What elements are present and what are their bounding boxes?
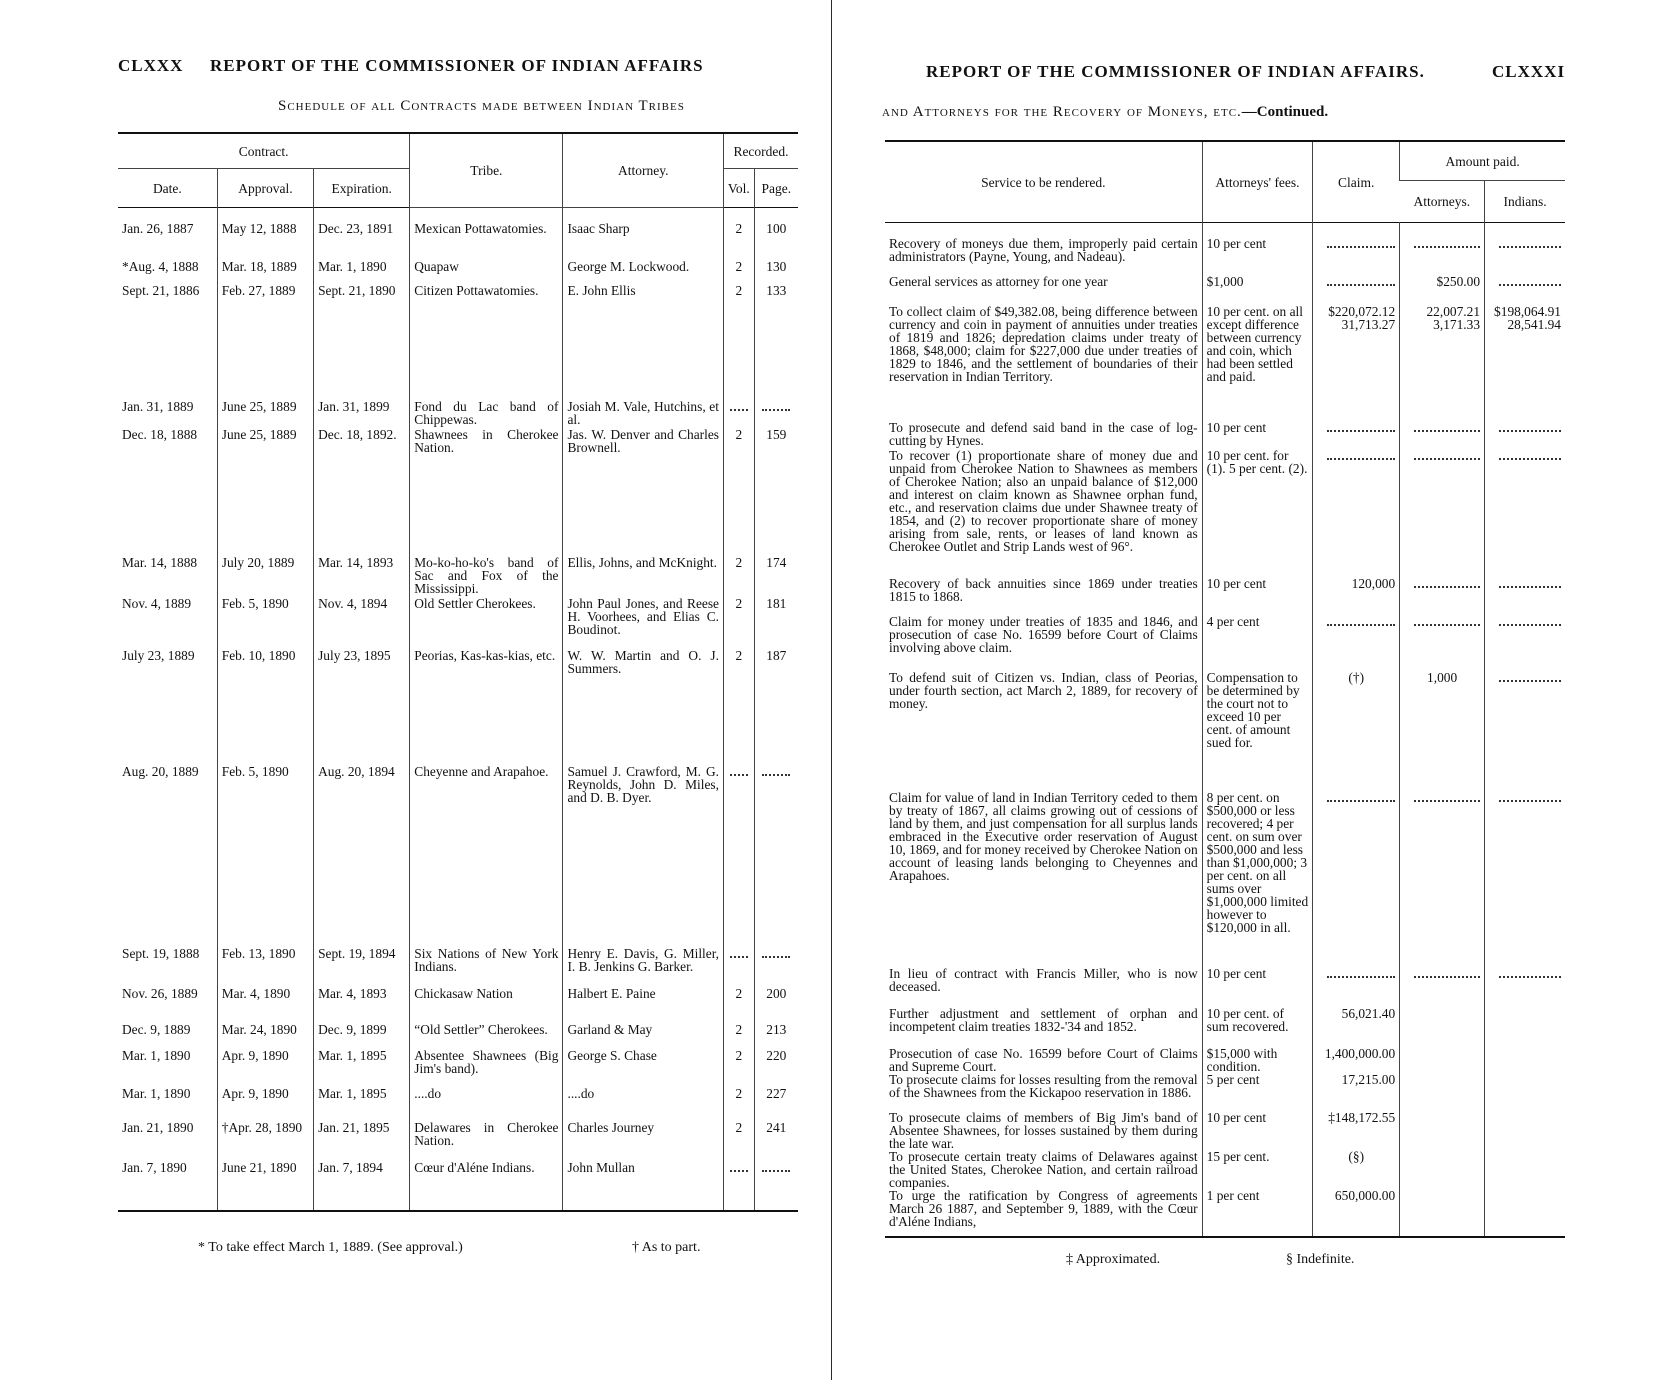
service-text: To prosecute claims for losses resulting from the removal of the Shawnees from the Kickapoo reservation in 1886. [889,1071,1198,1100]
service-text: Claim for money under treaties of 1835 and 1846, and prosecution of case No. 16599 before Court of Claims involving above claim. [889,613,1198,655]
header-contract: Contract. [118,133,410,169]
contract-page: 174 [754,554,798,595]
service-indians [1485,1150,1565,1189]
contract-tribe: Peorias, Kas-kas-kias, etc. [410,647,563,763]
service-fee: 10 per cent. on all except difference between currency and coin, which had been settled and paid. [1202,305,1313,421]
contract-date: Mar. 1, 1890 [122,1085,191,1101]
service-text: To collect claim of $49,382.08, being difference between currency and coin in payment of annuities under treaties of 1819 and 1826; depredation claims under treaty of 1868, $48,000; claim for $227,000 due under treaties of 1829 to 1846, and the settlement of boundaries of their reservation in Indian Territory. [889,303,1198,384]
service-row [885,449,1565,577]
service-row [885,1150,1565,1189]
service-indians [1485,1007,1565,1047]
service-attorneys: $250.00 [1400,275,1485,305]
contract-expiration: Mar. 1, 1895 [314,1085,410,1119]
service-fee: $1,000 [1202,275,1313,305]
contract-approval: July 20, 1889 [217,554,313,595]
contract-tribe: Quapaw [410,258,563,282]
contract-attorney: ....do [563,1085,724,1119]
contract-attorney: John Paul Jones, and Reese H. Voorhees, and Elias C. Boudinot. [563,595,724,647]
contract-vol: 2 [723,258,754,282]
service-row [885,791,1565,967]
contract-attorney: Samuel J. Crawford, M. G. Reynolds, John D. Miles, and D. B. Dyer. [563,763,724,945]
service-text: Claim for value of land in Indian Territory ceded to them by treaty of 1867, all claims growing out of cessions of land by them, and just compensation for all surplus lands embraced in the Executive order reservation of August 10, 1869, and for money received by Cherokee Nation on account of leasing lands belonging to Cheyennes and Arapahoes. [889,789,1198,883]
contract-attorney: Henry E. Davis, G. Miller, I. B. Jenkins G. Barker. [563,945,724,985]
service-claim [1313,275,1400,305]
contract-attorney: Jas. W. Denver and Charles Brownell. [563,426,724,554]
service-claim [1313,449,1400,577]
service-fee: 10 per cent. of sum recovered. [1202,1007,1313,1047]
service-row [885,1073,1565,1111]
service-indians [1485,237,1565,275]
subhead-continued: —Continued. [1241,104,1329,120]
contract-attorney: Josiah M. Vale, Hutchins, et al. [563,398,724,426]
contract-row [118,985,798,1021]
contract-row [118,258,798,282]
service-attorneys [1400,967,1485,1007]
contract-page [754,1159,798,1211]
service-row [885,967,1565,1007]
contract-attorney: George S. Chase [563,1047,724,1085]
contract-vol: 2 [723,426,754,554]
service-claim [1313,791,1400,967]
contract-date: Dec. 18, 1888 [122,426,198,442]
contract-row [118,282,798,398]
footnote-approximated: ‡ Approximated. [1066,1252,1161,1267]
contract-vol: 2 [723,282,754,398]
contract-attorney: George M. Lockwood. [563,258,724,282]
service-indians: $198,064.91 28,541.94 [1485,305,1565,421]
service-text: Further adjustment and settlement of orphan and incompetent claim treaties 1832-'34 and 1852. [889,1005,1198,1034]
service-indians [1485,967,1565,1007]
service-indians [1485,671,1565,791]
contract-vol: 2 [723,1119,754,1159]
service-claim: 17,215.00 [1313,1073,1400,1111]
header-approval: Approval. [217,169,313,208]
footnote-star: * To take effect March 1, 1889. (See approval.) [198,1240,463,1255]
contract-page: 100 [754,220,798,258]
contract-vol [723,1159,754,1211]
service-text: To urge the ratification by Congress of agreements March 26 1887, and September 9, 1889, with the Cœur d'Aléne Indians, [889,1187,1198,1229]
contract-page [754,763,798,945]
service-fee: 4 per cent [1202,615,1313,671]
contract-approval: Apr. 9, 1890 [217,1047,313,1085]
contract-approval: Feb. 10, 1890 [217,647,313,763]
service-indians [1485,577,1565,615]
contract-tribe: Delawares in Cherokee Nation. [410,1119,563,1159]
contract-tribe: Cœur d'Aléne Indians. [410,1159,563,1211]
contract-attorney: Halbert E. Paine [563,985,724,1021]
service-fee: 10 per cent. for (1). 5 per cent. (2). [1202,449,1313,577]
contract-expiration: Nov. 4, 1894 [314,595,410,647]
service-fee: 8 per cent. on $500,000 or less recovered; 4 per cent. on sum over $500,000 and less than $1,000,000; 3 per cent. on all sums over $1,000,000 limited however to $120,000 in all. [1202,791,1313,967]
contract-date: Jan. 26, 1887 [122,220,194,236]
header-service: Service to be rendered. [981,174,1106,190]
service-text: To prosecute certain treaty claims of Delawares against the United States, Cherokee Nation, and certain railroad companies. [889,1148,1198,1190]
contract-approval: June 25, 1889 [217,398,313,426]
service-fee: Compensation to be determined by the court not to exceed 10 per cent. of amount sued for. [1202,671,1313,791]
service-attorneys [1400,791,1485,967]
service-row [885,1007,1565,1047]
contract-row [118,1119,798,1159]
contract-approval: Mar. 18, 1889 [217,258,313,282]
contract-date: Jan. 7, 1890 [122,1159,187,1175]
header-date: Date. [152,180,182,196]
service-fee: 10 per cent [1202,577,1313,615]
service-text: To prosecute and defend said band in the case of log-cutting by Hynes. [889,419,1198,448]
contract-expiration: Mar. 1, 1895 [314,1047,410,1085]
contract-tribe: Absentee Shawnees (Big Jim's band). [410,1047,563,1085]
header-recorded: Recorded. [723,133,798,169]
service-fee: 15 per cent. [1202,1150,1313,1189]
service-text: Recovery of moneys due them, improperly paid certain administrators (Payne, Young, and Nadeau). [889,235,1198,264]
contract-row [118,945,798,985]
contract-approval: Mar. 4, 1890 [217,985,313,1021]
contract-tribe: Cheyenne and Arapahoe. [410,763,563,945]
contract-row [118,1021,798,1047]
contract-page: 200 [754,985,798,1021]
contract-expiration: Dec. 18, 1892. [314,426,410,554]
contract-approval: Feb. 5, 1890 [217,595,313,647]
contract-expiration: Mar. 4, 1893 [314,985,410,1021]
contract-date: Sept. 19, 1888 [122,945,200,961]
schedule-subhead [882,104,1328,121]
header-indians: Indians. [1485,181,1565,223]
contract-expiration: Dec. 23, 1891 [314,220,410,258]
contract-tribe: Mo-ko-ho-ko's band of Sac and Fox of the Mississippi. [410,554,563,595]
service-row [885,305,1565,421]
contract-tribe: ....do [410,1085,563,1119]
contract-expiration: Dec. 9, 1899 [314,1021,410,1047]
subhead-text: and Attorneys for the Recovery of Moneys, etc. [882,104,1242,120]
contract-tribe: “Old Settler” Cherokees. [410,1021,563,1047]
contract-vol: 2 [723,1021,754,1047]
contract-expiration: Jan. 31, 1899 [314,398,410,426]
service-fee: 10 per cent [1202,237,1313,275]
contract-date: July 23, 1889 [122,647,195,663]
contract-page: 130 [754,258,798,282]
contract-row [118,1047,798,1085]
contract-attorney: E. John Ellis [563,282,724,398]
header-expiration: Expiration. [314,169,410,208]
service-row [885,615,1565,671]
service-row [885,421,1565,449]
contract-expiration: Sept. 19, 1894 [314,945,410,985]
service-attorneys [1400,1150,1485,1189]
contract-date: Dec. 9, 1889 [122,1021,191,1037]
contract-vol [723,945,754,985]
service-claim: (†) [1313,671,1400,791]
service-attorneys [1400,1073,1485,1111]
contract-expiration: Jan. 7, 1894 [314,1159,410,1211]
contract-row [118,398,798,426]
contract-attorney: W. W. Martin and O. J. Summers. [563,647,724,763]
header-attorneys: Attorneys. [1413,194,1471,209]
contract-row [118,647,798,763]
contract-expiration: Aug. 20, 1894 [314,763,410,945]
contract-row [118,1159,798,1211]
header-tribe: Tribe. [410,133,563,208]
running-head: REPORT OF THE COMMISSIONER OF INDIAN AFFAIRS [210,56,704,75]
contract-expiration: Jan. 21, 1895 [314,1119,410,1159]
service-row [885,237,1565,275]
service-indians [1485,791,1565,967]
contract-expiration: Mar. 14, 1893 [314,554,410,595]
contract-row [118,554,798,595]
service-claim [1313,421,1400,449]
service-attorneys [1400,577,1485,615]
contract-vol: 2 [723,595,754,647]
contract-page: 159 [754,426,798,554]
service-claim: $220,072.12 31,713.27 [1313,305,1400,421]
contract-attorney: Charles Journey [563,1119,724,1159]
contracts-table [118,132,798,1212]
service-indians [1485,615,1565,671]
contract-row [118,595,798,647]
service-attorneys: 22,007.21 3,171.33 [1400,305,1485,421]
contract-tribe: Shawnees in Cherokee Nation. [410,426,563,554]
contract-page [754,945,798,985]
contract-approval: June 25, 1889 [217,426,313,554]
contract-date: Mar. 1, 1890 [122,1047,191,1063]
service-claim: 120,000 [1313,577,1400,615]
footnote-indefinite: § Indefinite. [1286,1252,1355,1267]
contract-attorney: Isaac Sharp [563,220,724,258]
contract-row [118,763,798,945]
left-page [0,0,832,1380]
contract-page: 213 [754,1021,798,1047]
contract-tribe: Chickasaw Nation [410,985,563,1021]
service-claim: 650,000.00 [1313,1189,1400,1237]
contract-approval: May 12, 1888 [217,220,313,258]
contract-attorney: Garland & May [563,1021,724,1047]
service-row [885,577,1565,615]
contract-date: Aug. 20, 1889 [122,763,199,779]
contract-approval: Feb. 13, 1890 [217,945,313,985]
service-claim: (§) [1313,1150,1400,1189]
service-indians [1485,1189,1565,1237]
contract-tribe: Fond du Lac band of Chippewas. [410,398,563,426]
service-indians [1485,1047,1565,1073]
contract-approval: †Apr. 28, 1890 [217,1119,313,1159]
service-text: General services as attorney for one year [889,273,1108,289]
contract-approval: Feb. 27, 1889 [217,282,313,398]
service-indians [1485,1111,1565,1150]
service-fee: 1 per cent [1202,1189,1313,1237]
contract-vol [723,763,754,945]
page-number: CLXXXI [1492,62,1566,81]
service-attorneys [1400,1047,1485,1073]
contract-date: Sept. 21, 1886 [122,282,200,298]
service-row [885,671,1565,791]
service-indians [1485,275,1565,305]
contract-vol: 2 [723,220,754,258]
service-text: Recovery of back annuities since 1869 under treaties 1815 to 1868. [889,575,1198,604]
service-attorneys [1400,1189,1485,1237]
contract-page: 187 [754,647,798,763]
contract-vol: 2 [723,647,754,763]
service-indians [1485,1073,1565,1111]
service-fee: 10 per cent [1202,421,1313,449]
service-text: In lieu of contract with Francis Miller, who is now deceased. [889,965,1198,994]
contract-page: 241 [754,1119,798,1159]
contract-approval: Mar. 24, 1890 [217,1021,313,1047]
schedule-subhead: Schedule of all Contracts made between Indian Tribes [278,98,685,114]
contract-row [118,220,798,258]
contract-page: 133 [754,282,798,398]
header-fees: Attorneys' fees. [1202,141,1313,223]
contract-date: *Aug. 4, 1888 [122,258,199,274]
service-claim: 56,021.40 [1313,1007,1400,1047]
service-attorneys [1400,237,1485,275]
service-claim: 1,400,000.00 [1313,1047,1400,1073]
service-text: To defend suit of Citizen vs. Indian, class of Peorias, under fourth section, act March 2, 1889, for recovery of money. [889,669,1198,711]
contract-attorney: John Mullan [563,1159,724,1211]
contract-approval: June 21, 1890 [217,1159,313,1211]
contract-page [754,398,798,426]
service-row [885,275,1565,305]
contract-date: Jan. 31, 1889 [122,398,194,414]
service-attorneys [1400,1111,1485,1150]
contract-page: 181 [754,595,798,647]
service-claim [1313,615,1400,671]
contract-approval: Feb. 5, 1890 [217,763,313,945]
contract-date: Nov. 4, 1889 [122,595,192,611]
service-fee: 10 per cent [1202,1111,1313,1150]
service-attorneys: 1,000 [1400,671,1485,791]
page-number: CLXXX [118,56,184,75]
service-row [885,1189,1565,1237]
header-vol: Vol. [723,169,754,208]
service-attorneys [1400,615,1485,671]
contract-vol: 2 [723,1085,754,1119]
header-attorney: Attorney. [563,133,724,208]
contract-tribe: Citizen Pottawatomies. [410,282,563,398]
service-fee: 10 per cent [1202,967,1313,1007]
contract-approval: Apr. 9, 1890 [217,1085,313,1119]
contract-vol [723,398,754,426]
service-claim [1313,237,1400,275]
header-claim: Claim. [1313,141,1400,223]
contract-date: Jan. 21, 1890 [122,1119,194,1135]
contract-expiration: Mar. 1, 1890 [314,258,410,282]
contract-page: 220 [754,1047,798,1085]
service-indians [1485,421,1565,449]
contract-tribe: Mexican Pottawatomies. [410,220,563,258]
contract-tribe: Old Settler Cherokees. [410,595,563,647]
header-page: Page. [754,169,798,208]
service-fee: $15,000 with condition. [1202,1047,1313,1073]
contract-vol: 2 [723,985,754,1021]
contract-row [118,426,798,554]
contract-date: Mar. 14, 1888 [122,554,198,570]
service-text: Prosecution of case No. 16599 before Court of Claims and Supreme Court. [889,1045,1198,1074]
service-attorneys [1400,449,1485,577]
service-fee: 5 per cent [1202,1073,1313,1111]
running-head: REPORT OF THE COMMISSIONER OF INDIAN AFFAIRS. [926,62,1425,81]
footnote-dagger: † As to part. [632,1240,701,1255]
service-indians [1485,449,1565,577]
service-attorneys [1400,421,1485,449]
contract-row [118,1085,798,1119]
service-attorneys [1400,1007,1485,1047]
contract-expiration: Sept. 21, 1890 [314,282,410,398]
service-row [885,1047,1565,1073]
service-text: To recover (1) proportionate share of money due and unpaid from Cherokee Nation to Shawnees as members of Cherokee Nation; also an unpaid balance of $12,000 and interest on claim known as Shawnee orphan fund, etc., and reservation claims due under Shawnee treaty of 1854, and (2) to recover proportionate share of money arising from sale, rents, or leases of land known as Cherokee Outlet and Strip Lands west of 96°. [889,447,1198,554]
contract-vol: 2 [723,1047,754,1085]
service-claim [1313,967,1400,1007]
contract-tribe: Six Nations of New York Indians. [410,945,563,985]
header-amount-paid: Amount paid. [1400,141,1565,181]
contract-vol: 2 [723,554,754,595]
services-table [885,140,1565,1238]
contract-attorney: Ellis, Johns, and McKnight. [563,554,724,595]
service-text: To prosecute claims of members of Big Jim's band of Absentee Shawnees, for losses sustained by them during the late war. [889,1109,1198,1151]
service-claim: ‡148,172.55 [1313,1111,1400,1150]
service-row [885,1111,1565,1150]
contract-expiration: July 23, 1895 [314,647,410,763]
contract-page: 227 [754,1085,798,1119]
contract-date: Nov. 26, 1889 [122,985,198,1001]
